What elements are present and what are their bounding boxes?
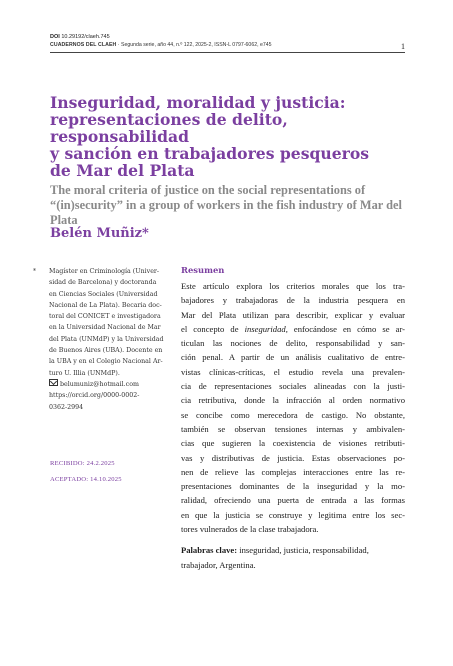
author-note-line: sidad de Barcelona) y doctoranda [49, 279, 157, 287]
accepted-date: ACEPTADO: 14.10.2025 [50, 476, 122, 483]
title-line: y sanción en trabajadores pesqueros [50, 144, 370, 163]
email-line [49, 379, 161, 390]
abstract-line: cia retributiva, donde la infracción al orden normativo [181, 395, 405, 406]
journal-info: · Segunda serie, año 44, n.º 122, 2025-2, ISSN-L 0797-6062, e745 [116, 42, 272, 48]
journal-name: CUADERNOS DEL CLAEH [50, 42, 117, 48]
orcid-link[interactable]: 0362-2994 [49, 403, 84, 411]
abstract-line: vas y distributivas de justicia. Estas observaciones po- [181, 452, 405, 463]
author-note-line: del Plata (UNMdP) y la Universidad [49, 335, 164, 343]
article-title [50, 94, 410, 179]
abstract-section [181, 265, 405, 572]
journal-line [50, 41, 405, 49]
abstract-line: se concibe como merecedora de castigo. No obstante, [181, 409, 405, 420]
author-note-line: la UBA y en el Colegio Nacional Ar- [49, 358, 163, 366]
author-note-line: turo U. Illia (UNMdP). [49, 369, 120, 377]
abstract-line: nen de relieve las complejas interacciones entre las re- [181, 466, 405, 477]
subtitle-line: The moral criteria of justice on the social representations of [50, 183, 366, 197]
received-date: RECIBIDO: 24.2.2025 [50, 460, 115, 467]
abstract-line: Mar del Plata utilizan para describir, explicar y evaluar [181, 309, 405, 320]
orcid-link[interactable]: https://orcid.org/0000-0002- [49, 392, 140, 400]
author-name: Belén Muñiz* [50, 226, 149, 241]
abstract-line: presentaciones dominantes de la inseguridad y la mo- [181, 481, 405, 492]
abstract-line: ción penal. A partir de un análisis cualitativo de entre- [181, 352, 405, 363]
running-header [50, 33, 405, 49]
abstract-line: cia de representaciones sociales alineadas con la justi- [181, 381, 405, 392]
doi-line [50, 33, 405, 41]
keywords [181, 543, 405, 572]
abstract-line: el concepto de inseguridad, enfocándose en cómo se ar- [181, 323, 405, 334]
title-line: de Mar del Plata [50, 161, 195, 180]
emphasized-term: inseguridad [244, 323, 286, 334]
title-line: Inseguridad, moralidad y justicia: [50, 93, 346, 112]
page-number: 1 [401, 42, 405, 51]
title-line: representaciones de delito, responsabilidad [50, 110, 288, 146]
author-note [33, 266, 164, 413]
abstract-line: también se observan tensiones internas y ambivalen- [181, 423, 405, 434]
keywords-text: inseguridad, justicia, responsabilidad, [237, 545, 369, 556]
abstract-line: ralidad, ofreciendo una puerta de entrada a las formas [181, 495, 405, 506]
abstract-line: bajadores y trabajadoras de la industria pesquera en [181, 295, 405, 306]
keywords-text: trabajador, Argentina. [181, 559, 256, 570]
doi-label: DOI [50, 34, 60, 40]
author-note-line: de Buenos Aires (UBA). Docente en [49, 347, 163, 355]
author-note-line: en la Universidad Nacional de Mar [49, 324, 161, 332]
abstract-body [181, 279, 405, 536]
author-note-line: Nacional de La Plata). Becaria doc- [49, 301, 162, 309]
article-subtitle [50, 183, 415, 228]
author-note-line: en Ciencias Sociales (Universidad [49, 290, 158, 298]
abstract-line: ticulan las nociones de delito, responsabilidad y san- [181, 338, 405, 349]
abstract-line: en que la justicia se construye y legitima entre los sec- [181, 509, 405, 520]
abstract-line: vistas clínicas-críticas, el estudio revela una prevalen- [181, 366, 405, 377]
abstract-line: cias que sugieren la coexistencia de visiones retributi- [181, 438, 405, 449]
author-note-line: toral del CONICET e investigadora [49, 313, 161, 321]
author-note-line: Magíster en Criminología (Univer- [49, 268, 160, 275]
doi-value[interactable]: 10.29192/claeh.745 [61, 34, 110, 40]
header-rule [50, 52, 405, 53]
subtitle-line: “(in)security” in a group of workers in the fish industry of Mar del Plata [50, 198, 402, 227]
abstract-heading: Resumen [181, 265, 225, 275]
footnote-marker: * [33, 268, 36, 275]
keywords-label: Palabras clave: [181, 545, 238, 556]
abstract-line: Este artículo explora los criterios morales que los tra- [181, 281, 405, 291]
mail-icon [49, 379, 58, 386]
abstract-line: tores vulnerados de la clase trabajadora. [181, 524, 319, 535]
author-email[interactable]: belumuniz@hotmail.com [60, 380, 139, 388]
